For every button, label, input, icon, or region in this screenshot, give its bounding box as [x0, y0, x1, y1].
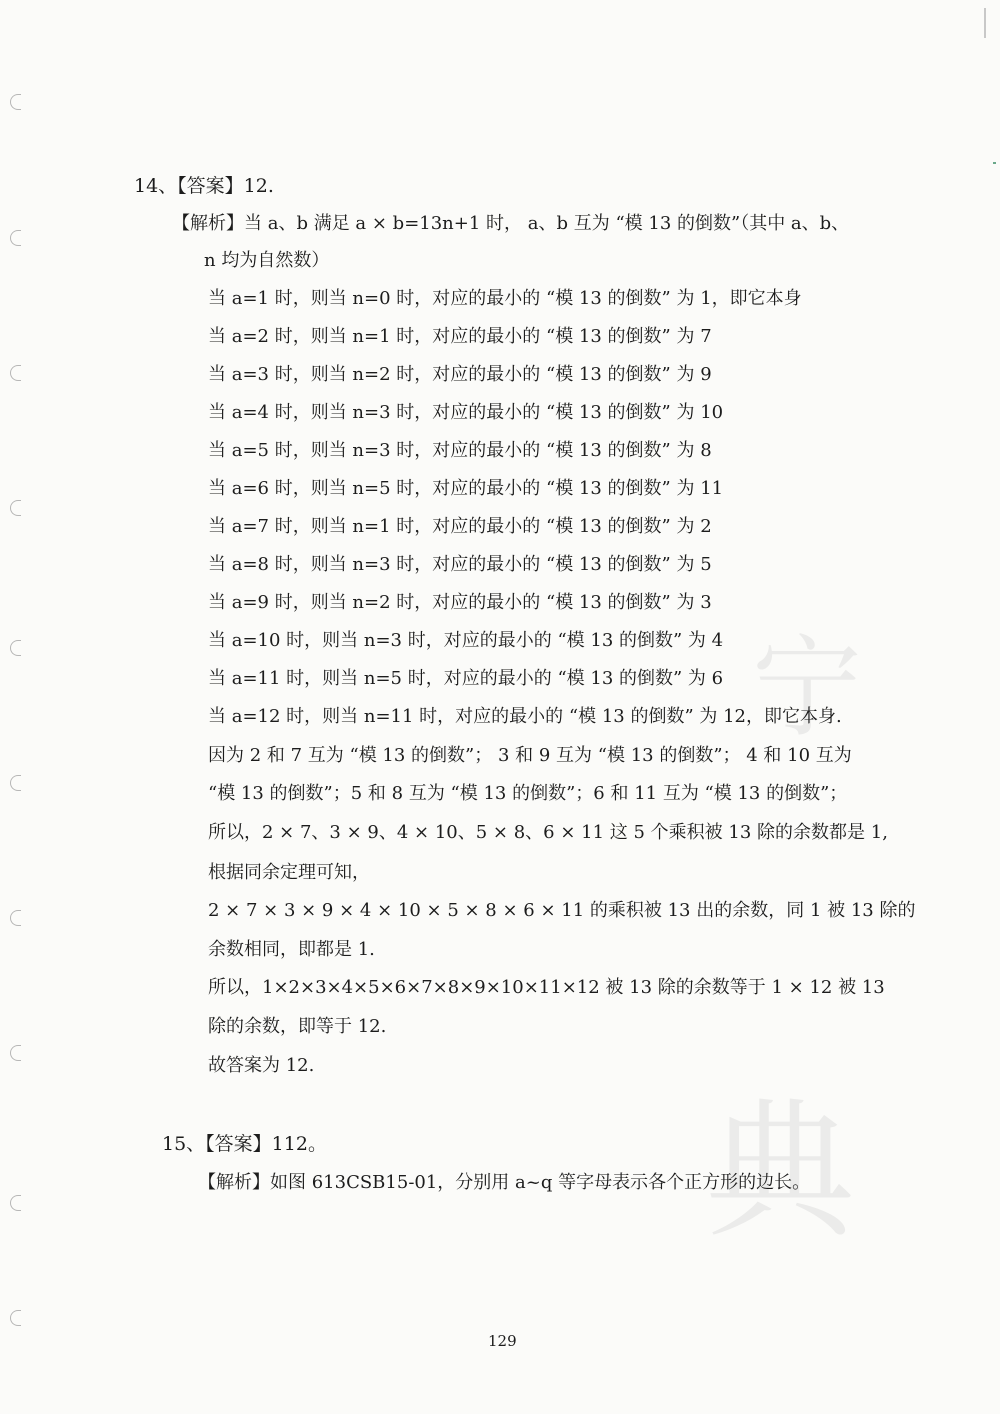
q14-analysis: 【解析】当 a、b 满足 a × b=13n+1 时， a、b 互为 “模 13 的倒数”（其中 a、b、 — [172, 213, 850, 234]
case-line: 当 a=5 时，则当 n=3 时，对应的最小的 “模 13 的倒数” 为 8 — [208, 440, 712, 461]
edge-mark — [984, 8, 986, 38]
case-line: 当 a=2 时，则当 n=1 时，对应的最小的 “模 13 的倒数” 为 7 — [208, 326, 712, 347]
q15-analysis: 【解析】如图 613CSB15-01，分别用 a~q 等字母表示各个正方形的边长。 — [198, 1172, 811, 1193]
conclusion-line: “模 13 的倒数”；5 和 8 互为 “模 13 的倒数”；6 和 11 互为 “模 13 的倒数”； — [208, 783, 848, 804]
watermark-char: 宁 — [752, 624, 862, 752]
case-line: 当 a=4 时，则当 n=3 时，对应的最小的 “模 13 的倒数” 为 10 — [208, 402, 724, 423]
case-line: 当 a=3 时，则当 n=2 时，对应的最小的 “模 13 的倒数” 为 9 — [208, 364, 712, 385]
conclusion-line: 故答案为 12. — [208, 1055, 315, 1076]
conclusion-line: 根据同余定理可知， — [208, 862, 370, 883]
edge-mark — [993, 162, 996, 164]
conclusion-line: 余数相同，即都是 1. — [208, 939, 375, 960]
case-line: 当 a=1 时，则当 n=0 时，对应的最小的 “模 13 的倒数” 为 1，即它本身 — [208, 288, 802, 309]
conclusion-line: 因为 2 和 7 互为 “模 13 的倒数”； 3 和 9 互为 “模 13 的倒数”； 4 和 10 互为 — [208, 745, 852, 766]
conclusion-line: 除的余数，即等于 12. — [208, 1016, 387, 1037]
case-line: 当 a=9 时，则当 n=2 时，对应的最小的 “模 13 的倒数” 为 3 — [208, 592, 712, 613]
conclusion-line: 2 × 7 × 3 × 9 × 4 × 10 × 5 × 8 × 6 × 11 的乘积被 13 出的余数，同 1 被 13 除的 — [208, 900, 916, 921]
case-line: 当 a=7 时，则当 n=1 时，对应的最小的 “模 13 的倒数” 为 2 — [208, 516, 712, 537]
case-line: 当 a=12 时，则当 n=11 时，对应的最小的 “模 13 的倒数” 为 12，即它本身. — [208, 706, 842, 727]
q15-answer: 15、【答案】112。 — [162, 1133, 327, 1155]
conclusion-line: 所以，1×2×3×4×5×6×7×8×9×10×11×12 被 13 除的余数等于 1 × 12 被 13 — [208, 977, 885, 998]
case-line: 当 a=11 时，则当 n=5 时，对应的最小的 “模 13 的倒数” 为 6 — [208, 668, 724, 689]
case-line: 当 a=10 时，则当 n=3 时，对应的最小的 “模 13 的倒数” 为 4 — [208, 630, 724, 651]
case-line: 当 a=8 时，则当 n=3 时，对应的最小的 “模 13 的倒数” 为 5 — [208, 554, 712, 575]
watermark-char: 典 — [705, 1085, 856, 1259]
conclusion-line: 所以，2 × 7、3 × 9、4 × 10、5 × 8、6 × 11 这 5 个乘积被 13 除的余数都是 1, — [208, 822, 888, 843]
q14-analysis-cont: n 均为自然数） — [204, 250, 330, 271]
page-number: 129 — [488, 1332, 517, 1350]
q14-answer: 14、【答案】12. — [134, 175, 274, 197]
case-line: 当 a=6 时，则当 n=5 时，对应的最小的 “模 13 的倒数” 为 11 — [208, 478, 724, 499]
